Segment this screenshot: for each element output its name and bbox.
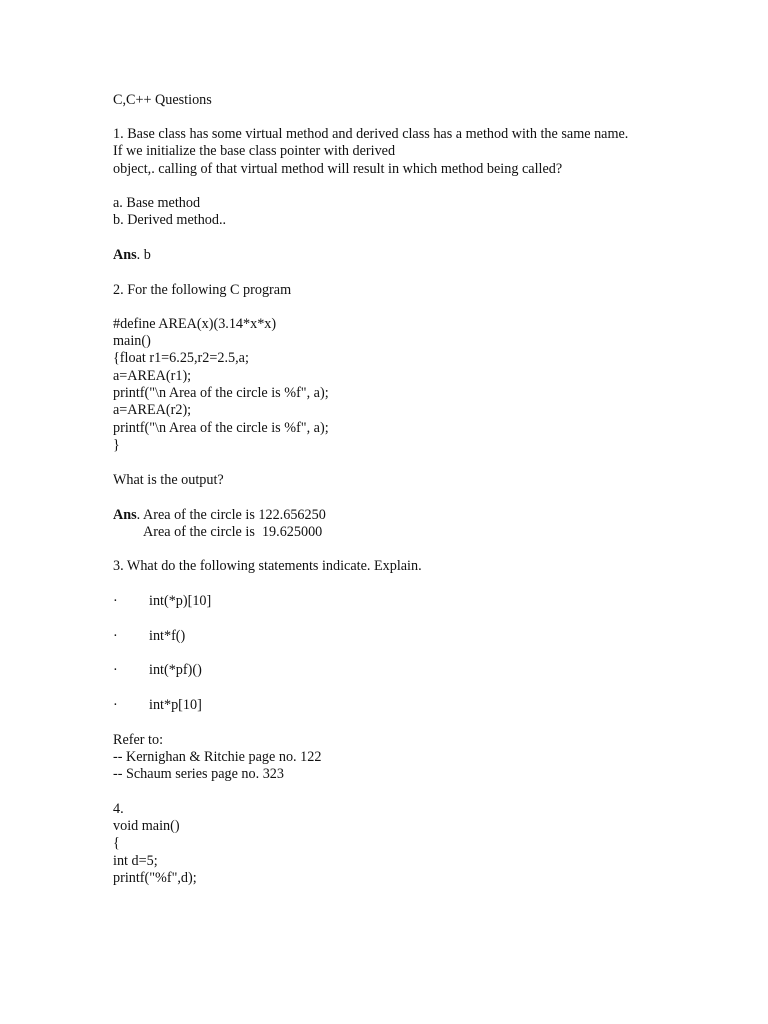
q4-number: 4. bbox=[113, 801, 124, 817]
bullet-icon: · bbox=[113, 662, 118, 678]
q2-code-line: main() bbox=[113, 333, 151, 349]
q2-code-line: {float r1=6.25,r2=2.5,a; bbox=[113, 350, 249, 366]
q4-code-line: { bbox=[113, 835, 120, 851]
q2-code-line: printf("\n Area of the circle is %f", a); bbox=[113, 420, 329, 436]
q2-answer-line-1: . Area of the circle is 122.656250 bbox=[136, 507, 326, 523]
bullet-icon: · bbox=[113, 593, 118, 609]
q2-code-line: printf("\n Area of the circle is %f", a); bbox=[113, 385, 329, 401]
q2-answer-label: Ans bbox=[113, 507, 137, 523]
q1-line-3: object,. calling of that virtual method will result in which method being called? bbox=[113, 161, 563, 177]
q2-heading: 2. For the following C program bbox=[113, 282, 292, 298]
q3-item-text: int*p[10] bbox=[149, 697, 202, 713]
bullet-icon: · bbox=[113, 628, 118, 644]
q1-answer-text: . b bbox=[136, 247, 151, 263]
q1-answer bbox=[113, 247, 151, 264]
q1-line-1: 1. Base class has some virtual method and derived class has a method with the same name. bbox=[113, 126, 629, 142]
q3-item-text: int(*p)[10] bbox=[149, 593, 212, 609]
q4-code-line: void main() bbox=[113, 818, 180, 834]
q2-code-line: a=AREA(r2); bbox=[113, 402, 192, 418]
q1-option-a: a. Base method bbox=[113, 195, 201, 211]
q4-code-line: int d=5; bbox=[113, 853, 158, 869]
q2-code-line: a=AREA(r1); bbox=[113, 368, 192, 384]
q2-answer bbox=[113, 507, 326, 524]
q3-reference-2: -- Schaum series page no. 323 bbox=[113, 766, 284, 782]
page-title: C,C++ Questions bbox=[113, 92, 212, 108]
q3-heading: 3. What do the following statements indicate. Explain. bbox=[113, 558, 422, 574]
q3-item-text: int(*pf)() bbox=[149, 662, 202, 678]
q3-refer: Refer to: bbox=[113, 732, 164, 748]
q2-answer-line-2: Area of the circle is 19.625000 bbox=[143, 524, 323, 540]
q3-item-text: int*f() bbox=[149, 628, 186, 644]
q2-question: What is the output? bbox=[113, 472, 224, 488]
q1-answer-label: Ans bbox=[113, 247, 137, 263]
q4-code-line: printf("%f",d); bbox=[113, 870, 197, 886]
q2-code-line: } bbox=[113, 437, 120, 453]
q3-reference-1: -- Kernighan & Ritchie page no. 122 bbox=[113, 749, 322, 765]
q2-code-line: #define AREA(x)(3.14*x*x) bbox=[113, 316, 277, 332]
q1-option-b: b. Derived method.. bbox=[113, 212, 227, 228]
q1-line-2: If we initialize the base class pointer with derived bbox=[113, 143, 396, 159]
bullet-icon: · bbox=[113, 697, 118, 713]
